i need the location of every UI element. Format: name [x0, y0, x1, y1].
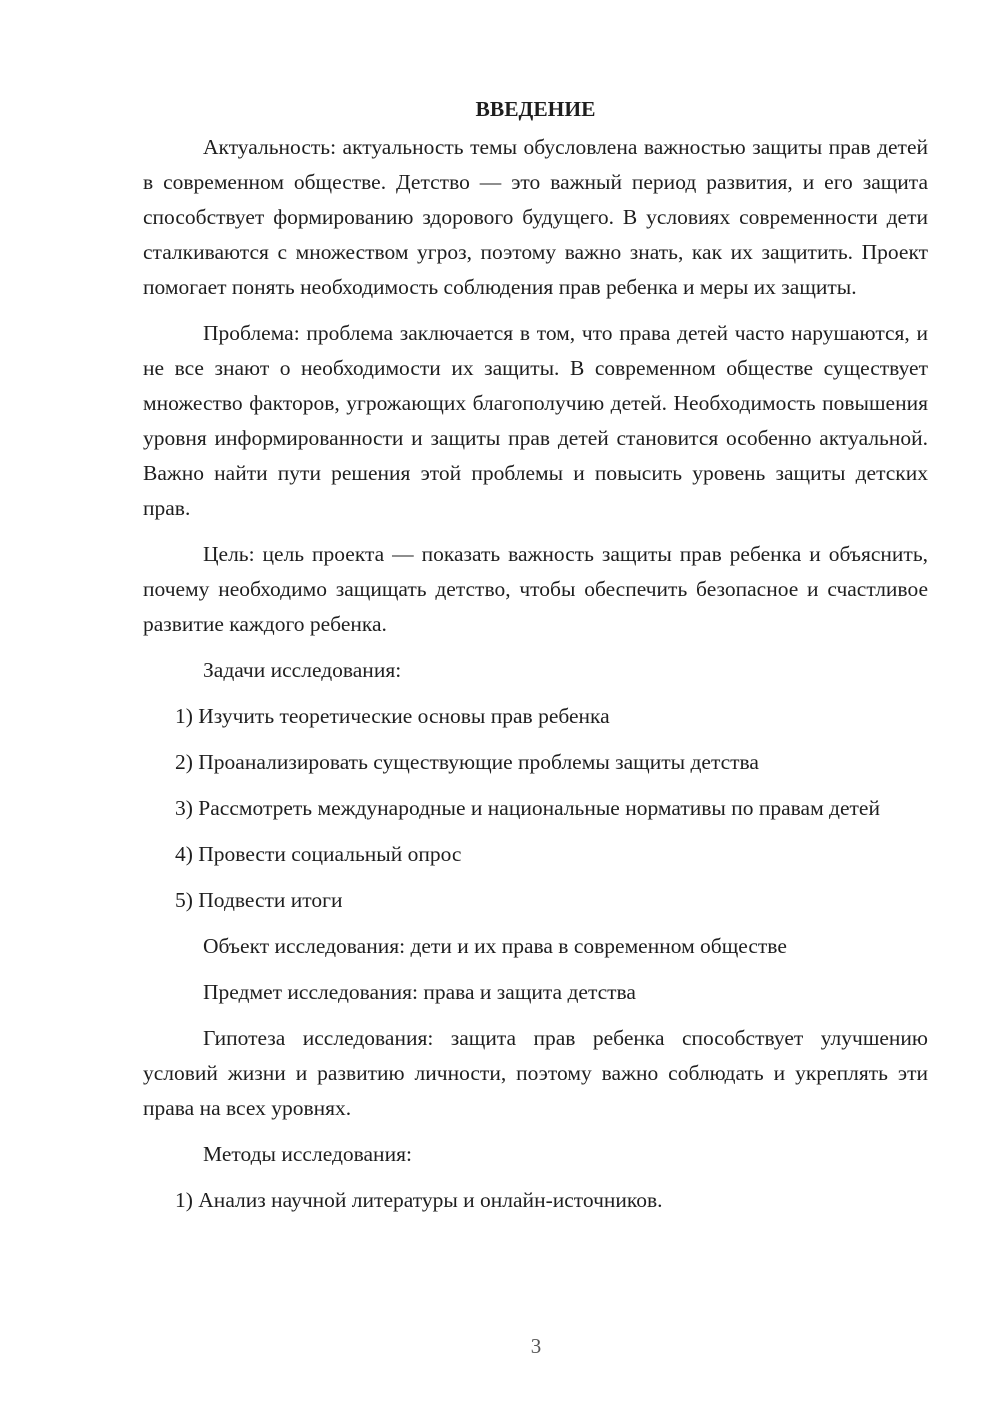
paragraph-relevance: Актуальность: актуальность темы обусловлена важностью защиты прав детей в современном обществе. Детство — это важный период развития, и его защита способствует формированию здорового будущего. В условиях современности дети сталкиваются с множеством угроз, поэтому важно знать, как их защитить. Проект помогает понять необходимость соблюдения прав ребенка и меры их защиты. [143, 135, 928, 299]
page-number: 3 [530, 1334, 542, 1358]
list-item-task-2: 2) Проанализировать существующие проблемы защиты детства [175, 750, 759, 774]
paragraph-subject: Предмет исследования: права и защита детства [203, 980, 636, 1004]
methods-list [143, 1183, 928, 1218]
page-title: ВВЕДЕНИЕ [475, 97, 596, 121]
list-item-task-5: 5) Подвести итоги [175, 888, 343, 912]
tasks-heading: Задачи исследования: [203, 658, 402, 682]
list-item-task-4: 4) Провести социальный опрос [175, 842, 462, 866]
list-item-method-1: 1) Анализ научной литературы и онлайн-источников. [175, 1188, 663, 1212]
paragraph-goal: Цель: цель проекта — показать важность защиты прав ребенка и объяснить, почему необходимо защищать детство, чтобы обеспечить безопасное и счастливое развитие каждого ребенка. [143, 542, 928, 636]
methods-heading: Методы исследования: [203, 1142, 412, 1166]
list-item-task-1: 1) Изучить теоретические основы прав ребенка [175, 704, 610, 728]
paragraph-problem: Проблема: проблема заключается в том, что права детей часто нарушаются, и не все знают о необходимости их защиты. В современном обществе существует множество факторов, угрожающих благополучию детей. Необходимость повышения уровня информированности и защиты прав детей становится особенно актуальной. Важно найти пути решения этой проблемы и повысить уровень защиты детских прав. [143, 321, 928, 520]
paragraph-object: Объект исследования: дети и их права в современном обществе [203, 934, 787, 958]
list-item-task-3: 3) Рассмотреть международные и национальные нормативы по правам детей [175, 796, 880, 820]
tasks-list [143, 699, 928, 918]
paragraph-hypothesis: Гипотеза исследования: защита прав ребенка способствует улучшению условий жизни и развитию личности, поэтому важно соблюдать и укреплять эти права на всех уровнях. [143, 1026, 928, 1120]
document-body [143, 92, 928, 1229]
